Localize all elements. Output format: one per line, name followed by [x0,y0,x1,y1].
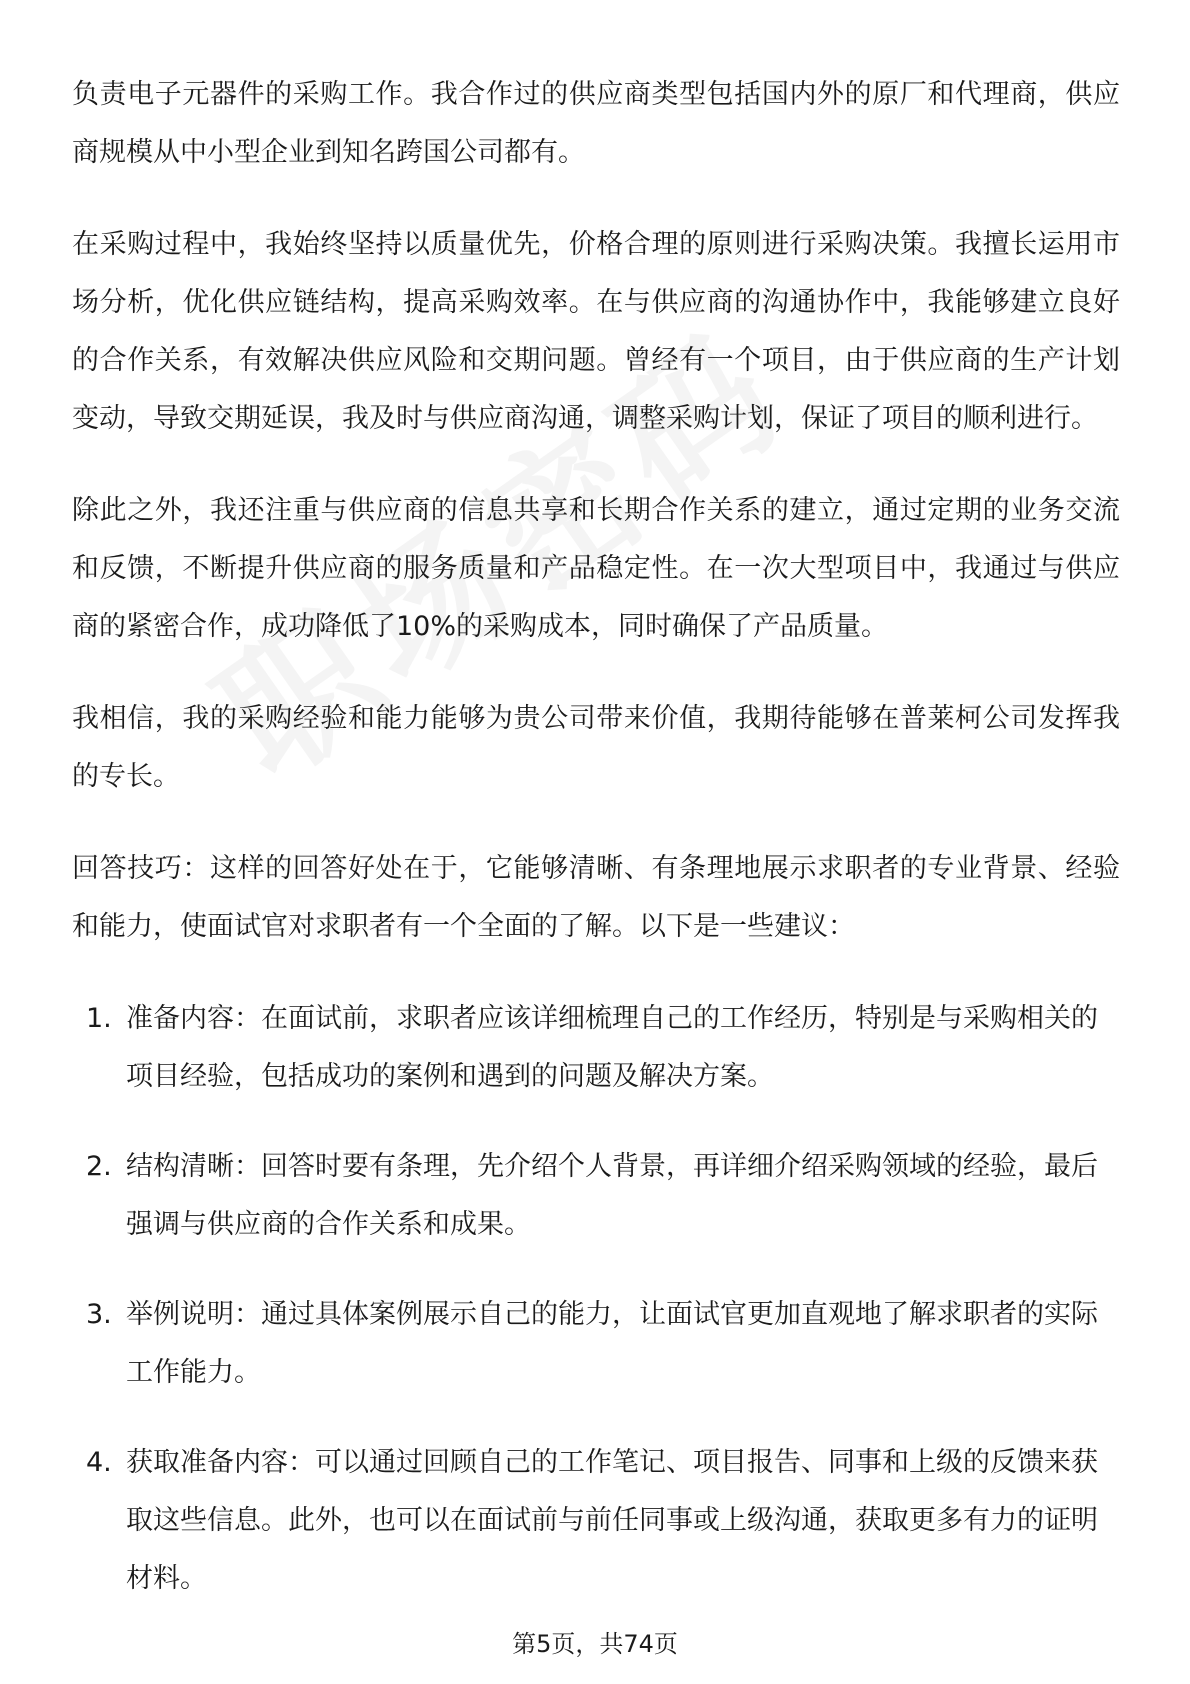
paragraph-1: 负责电子元器件的采购工作。我合作过的供应商类型包括国内外的原厂和代理商，供应商规模从中小型企业到知名跨国公司都有。 [72,79,1120,168]
list-item [72,1286,1120,1402]
list-text: 准备内容：在面试前，求职者应该详细梳理自己的工作经历，特别是与采购相关的项目经验，包括成功的案例和遇到的问题及解决方案。 [126,1003,1098,1092]
tips-list [72,990,1120,1608]
page-footer: 第5页，共74页 [512,1630,678,1658]
paragraph-5: 回答技巧：这样的回答好处在于，它能够清晰、有条理地展示求职者的专业背景、经验和能力，使面试官对求职者有一个全面的了解。以下是一些建议： [72,853,1120,942]
paragraph-2: 在采购过程中，我始终坚持以质量优先，价格合理的原则进行采购决策。我擅长运用市场分析，优化供应链结构，提高采购效率。在与供应商的沟通协作中，我能够建立良好的合作关系，有效解决供应风险和交期问题。曾经有一个项目，由于供应商的生产计划变动，导致交期延误，我及时与供应商沟通，调整采购计划，保证了项目的顺利进行。 [72,229,1120,434]
list-text: 获取准备内容：可以通过回顾自己的工作笔记、项目报告、同事和上级的反馈来获取这些信息。此外，也可以在面试前与前任同事或上级沟通，获取更多有力的证明材料。 [126,1447,1098,1594]
list-text: 结构清晰：回答时要有条理，先介绍个人背景，再详细介绍采购领域的经验，最后强调与供应商的合作关系和成果。 [126,1151,1098,1240]
list-item [72,1138,1120,1254]
list-number: 4. [86,1447,112,1478]
paragraph-4: 我相信，我的采购经验和能力能够为贵公司带来价值，我期待能够在普莱柯公司发挥我的专长。 [72,703,1120,792]
list-text: 举例说明：通过具体案例展示自己的能力，让面试官更加直观地了解求职者的实际工作能力。 [126,1299,1098,1388]
document-body [72,66,1120,1640]
list-item [72,1434,1120,1608]
paragraph-3: 除此之外，我还注重与供应商的信息共享和长期合作关系的建立，通过定期的业务交流和反馈，不断提升供应商的服务质量和产品稳定性。在一次大型项目中，我通过与供应商的紧密合作，成功降低了10%的采购成本，同时确保了产品质量。 [72,495,1120,642]
list-number: 1. [86,1003,112,1034]
list-item [72,990,1120,1106]
list-number: 3. [86,1299,112,1330]
list-number: 2. [86,1151,112,1182]
